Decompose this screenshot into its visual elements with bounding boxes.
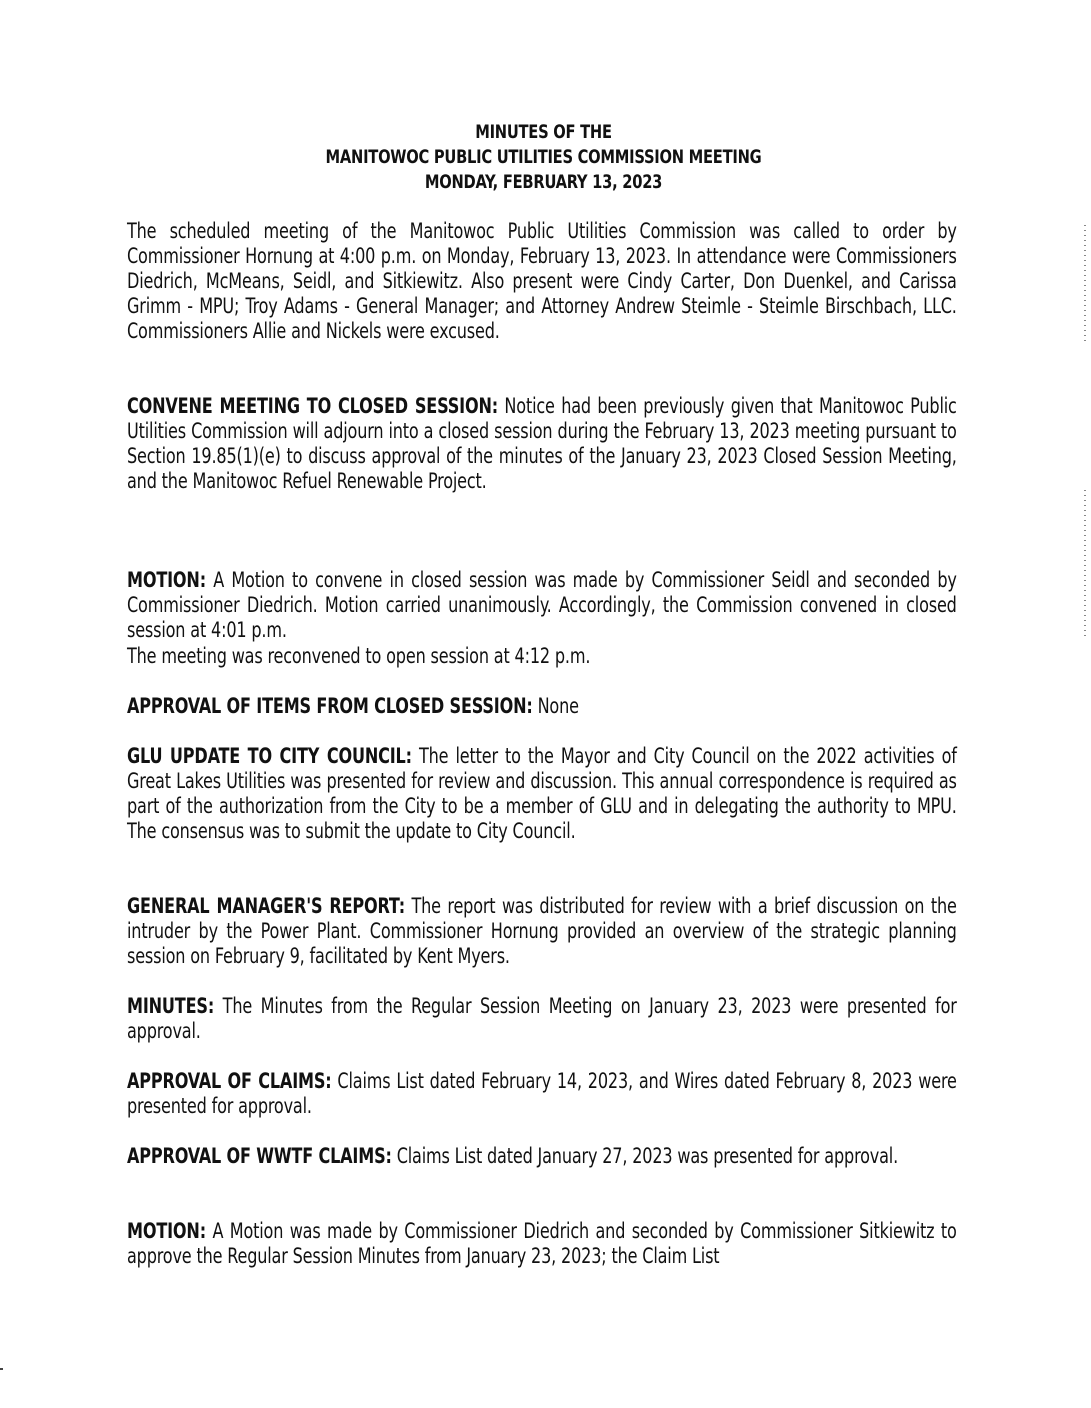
section-heading: MINUTES: [127,994,215,1018]
section-heading: GLU UPDATE TO CITY COUNCIL: [127,744,412,768]
paragraph-text: The report was distributed for review with a brief discussion on the intruder by the Power Plant. Commissioner Hornung provided an overview of the strategic planning session on February 9, facilitated by Kent Myers. [127,894,957,968]
title-line-3: MONDAY, FEBRUARY 13, 2023 [424,171,663,193]
section-heading: APPROVAL OF WWTF CLAIMS: [127,1144,392,1168]
paragraph-call-to-order [127,219,957,344]
paragraph-text: Claims List dated January 27, 2023 was presented for approval. [391,1144,899,1168]
section-heading: CONVENE MEETING TO CLOSED SESSION: [127,394,498,418]
paragraph-text: Notice had been previously given that Manitowoc Public Utilities Commission will adjourn into a closed session during the February 13, 2023 meeting pursuant to Section 19.85(1)(e) to discuss approval of the minutes of the January 23, 2023 Closed Session Meeting, and the Manitowoc Refuel Renewable Project. [127,394,957,493]
paragraph-approval-closed-items [127,694,957,719]
paragraph-text: Claims List dated February 14, 2023, and Wires dated February 8, 2023 were presented for approval. [127,1069,957,1118]
paragraph-text: A Motion to convene in closed session was made by Commissioner Seidl and seconded by Commissioner Diedrich. Motion carried unanimously. Accordingly, the Commission convened in closed session at 4:01 p.m. [127,568,957,642]
section-heading: APPROVAL OF ITEMS FROM CLOSED SESSION: [127,694,533,718]
section-heading: APPROVAL OF CLAIMS: [127,1069,332,1093]
scan-corner-artifact [0,1368,3,1370]
paragraph-text: None [532,694,579,718]
paragraph-general-manager-report [127,894,957,969]
paragraph-text: A Motion was made by Commissioner Diedrich and seconded by Commissioner Sitkiewitz to approve the Regular Session Minutes from January 23, 2023; the Claim List [127,1219,957,1268]
paragraph-minutes [127,994,957,1044]
scan-margin-artifact [1084,225,1086,345]
paragraph-approval-of-claims [127,1069,957,1119]
scan-margin-artifact [1084,490,1086,640]
paragraph-wwtf-claims [127,1144,957,1169]
paragraph-motion-closed-session [127,568,957,643]
section-heading: MOTION: [127,568,206,592]
document-title [185,120,901,195]
section-heading: GENERAL MANAGER'S REPORT: [127,894,405,918]
title-line-2: MANITOWOC PUBLIC UTILITIES COMMISSION MEETING [325,146,762,168]
paragraph-text: The letter to the Mayor and City Council on the 2022 activities of Great Lakes Utilities was presented for review and discussion. This annual correspondence is required as part of the authorization from the City to be a member of GLU and in delegating the authority to MPU. The consensus was to submit the update to City Council. [127,744,957,843]
paragraph-text: The meeting was reconvened to open session at 4:12 p.m. [127,644,591,668]
paragraph-reconvened [127,644,957,669]
title-line-1: MINUTES OF THE [475,121,612,143]
paragraph-glu-update [127,744,957,844]
paragraph-text: The Minutes from the Regular Session Meeting on January 23, 2023 were presented for approval. [127,994,957,1043]
paragraph-convene-closed-session [127,394,957,494]
paragraph-motion-approval [127,1219,957,1269]
section-heading: MOTION: [127,1219,206,1243]
paragraph-text: The scheduled meeting of the Manitowoc Public Utilities Commission was called to order by Commissioner Hornung at 4:00 p.m. on Monday, February 13, 2023. In attendance were Commissioners Diedrich, McMeans, Seidl, and Sitkiewitz. Also present were Cindy Carter, Don Duenkel, and Carissa Grimm - MPU; Troy Adams - General Manager; and Attorney Andrew Steimle - Steimle Birschbach, LLC. Commissioners Allie and Nickels were excused. [127,219,957,343]
